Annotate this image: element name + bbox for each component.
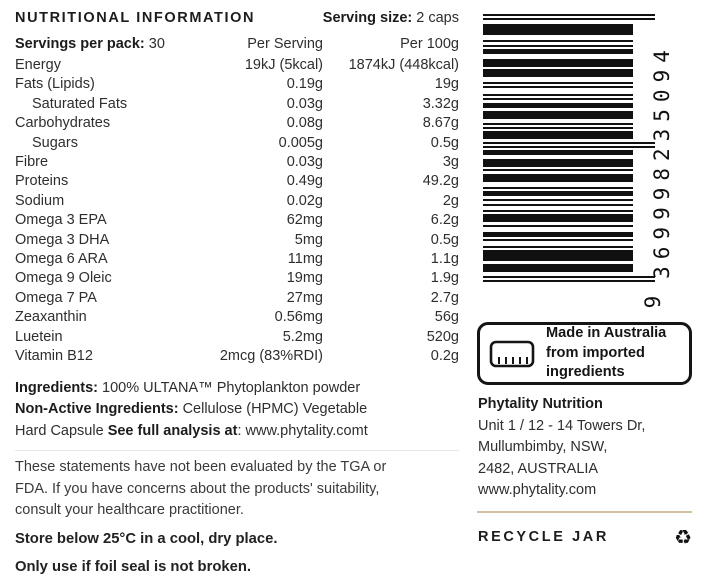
barcode-bar <box>483 123 633 125</box>
servings-per-pack-value: 30 <box>144 36 165 52</box>
disclaimer-line: FDA. If you have concerns about the products' suitability, <box>15 480 380 497</box>
per-serving-value: 62mg <box>286 212 323 229</box>
barcode-bar <box>483 187 633 189</box>
company-name: Phytality Nutrition <box>478 396 603 412</box>
nutrition-row <box>15 250 459 269</box>
per-serving-value: 19kJ (5kcal) <box>244 57 323 73</box>
per-100g-value: 3.32g <box>422 95 459 112</box>
barcode-bar <box>483 131 633 139</box>
nutrition-row <box>15 269 459 288</box>
nutrient-name: Omega 3 DHA <box>15 231 110 248</box>
barcode-bar <box>483 59 633 67</box>
analysis-line <box>15 421 459 443</box>
nutrient-name: Vitamin B12 <box>15 348 93 365</box>
nutrient-name: Sugars <box>32 134 78 151</box>
nutrition-panel <box>15 10 459 575</box>
nutrition-row <box>15 289 459 308</box>
company-address-block <box>478 394 645 502</box>
barcode-bar <box>483 146 655 148</box>
barcode-bar <box>483 142 655 144</box>
per-100g-value: 56g <box>434 309 459 326</box>
nutrient-name: Carbohydrates <box>15 115 111 132</box>
serving-size <box>323 10 459 26</box>
column-header-per-serving: Per Serving <box>247 36 323 52</box>
per-100g-value: 2g <box>442 192 459 209</box>
serving-size-value: 2 caps <box>412 10 459 26</box>
nutrition-row <box>15 231 459 250</box>
barcode-bar <box>483 127 633 129</box>
address-line: 2482, AUSTRALIA <box>478 460 599 477</box>
barcode-bar <box>483 169 633 171</box>
barcode-bar <box>483 250 633 261</box>
barcode-bar <box>483 103 633 108</box>
per-serving-value: 11mg <box>287 251 323 268</box>
barcode-bar <box>483 18 655 20</box>
barcode-bar <box>483 49 633 54</box>
bar-chart-icon <box>489 340 535 368</box>
per-serving-value: 0.03g <box>286 95 323 112</box>
foil-seal-warning: Only use if foil seal is not broken. <box>15 559 251 575</box>
per-serving-value: 0.19g <box>286 76 323 93</box>
nutrition-row <box>15 153 459 172</box>
barcode-bar <box>483 82 633 84</box>
nutrition-table <box>15 56 459 367</box>
per-serving-value: 2mcg (83%RDI) <box>219 348 323 365</box>
per-100g-value: 1.1g <box>430 251 459 268</box>
barcode-bar <box>483 24 633 35</box>
per-100g-value: 3g <box>442 154 459 171</box>
barcode-bar <box>483 86 633 88</box>
table-header-row <box>15 36 459 52</box>
barcode-bar <box>483 191 633 196</box>
nutrition-row <box>15 134 459 153</box>
per-serving-value: 27mg <box>286 289 323 306</box>
non-active-text: Cellulose (HPMC) Vegetable <box>178 401 368 418</box>
per-serving-value: 0.56mg <box>274 309 323 326</box>
nutrient-name: Energy <box>15 57 61 73</box>
servings-per-pack <box>15 36 193 52</box>
barcode-bar <box>483 159 633 167</box>
per-100g-value: 1874kJ (448kcal) <box>348 57 459 73</box>
barcode-bar <box>483 98 633 100</box>
nutrition-row <box>15 347 459 366</box>
nutrient-name: Proteins <box>15 173 69 190</box>
panel-header <box>15 10 459 26</box>
origin-line: from imported <box>546 344 645 361</box>
per-serving-value: 0.08g <box>286 115 323 132</box>
nutrient-name: Luetein <box>15 328 63 345</box>
nutrient-name: Sodium <box>15 192 65 209</box>
servings-per-pack-label: Servings per pack: <box>15 36 145 52</box>
serving-size-label: Serving size: <box>322 10 413 26</box>
nutrient-name: Zeaxanthin <box>15 309 87 326</box>
non-active-ingredients-line <box>15 399 459 421</box>
per-100g-value: 0.5g <box>430 134 459 151</box>
ingredients-section <box>15 378 459 443</box>
panel-title: NUTRITIONAL INFORMATION <box>15 10 256 26</box>
barcode-bar <box>483 280 655 282</box>
ingredients-line <box>15 378 459 400</box>
address-line: Unit 1 / 12 - 14 Towers Dr, <box>478 417 646 434</box>
nutrition-row <box>15 192 459 211</box>
nutrition-row <box>15 172 459 191</box>
per-100g-value: 8.67g <box>422 115 459 132</box>
disclaimer-text <box>15 457 459 522</box>
nutrition-row <box>15 95 459 114</box>
non-active-label: Non-Active Ingredients: <box>15 401 179 418</box>
barcode-bar <box>483 174 633 182</box>
analysis-url: : www.phytality.comt <box>237 423 368 440</box>
barcode-bar <box>483 214 633 222</box>
per-100g-value: 6.2g <box>430 212 459 229</box>
per-serving-value: 0.005g <box>278 134 323 151</box>
barcode-bar <box>483 150 633 155</box>
per-serving-value: 0.02g <box>286 192 323 209</box>
barcode-bar <box>483 94 633 96</box>
barcode-bar <box>483 264 633 272</box>
barcode-number: 369998235094 <box>650 43 674 279</box>
barcode-bar <box>483 232 633 237</box>
recycle-icon: ♻ <box>674 525 692 549</box>
barcode-bar <box>483 204 633 206</box>
per-serving-value: 0.03g <box>286 154 323 171</box>
nutrient-name: Omega 6 ARA <box>15 251 108 268</box>
section-divider <box>15 450 459 451</box>
nutrient-name: Fats (Lipids) <box>15 76 95 93</box>
per-100g-value: 0.2g <box>430 348 459 365</box>
barcode-bar <box>483 111 633 119</box>
barcode-leading-digit: 9 <box>641 295 665 309</box>
nutrition-row <box>15 211 459 230</box>
disclaimer-line: consult your healthcare practitioner. <box>15 502 244 519</box>
nutrient-name: Omega 7 PA <box>15 289 97 306</box>
tan-divider <box>477 511 692 513</box>
origin-statement <box>546 324 666 383</box>
disclaimer-line: These statements have not been evaluated by the TGA or <box>15 458 387 475</box>
barcode-bar <box>483 246 633 248</box>
barcode-bar <box>483 40 633 42</box>
nutrient-name: Saturated Fats <box>32 95 128 112</box>
per-serving-value: 0.49g <box>286 173 323 190</box>
barcode-bar <box>483 199 633 201</box>
per-100g-value: 49.2g <box>422 173 459 190</box>
barcode-bar <box>483 69 633 77</box>
origin-line: Made in Australia <box>546 325 667 342</box>
column-header-per-100g: Per 100g <box>400 36 459 52</box>
recycle-row <box>478 527 692 547</box>
per-100g-value: 0.5g <box>430 231 459 248</box>
ingredients-text: 100% ULTANA™ Phytoplankton powder <box>97 379 361 396</box>
nutrition-row <box>15 114 459 133</box>
barcode-bar <box>483 210 633 212</box>
analysis-prefix: Hard Capsule <box>15 423 108 440</box>
barcode-bar <box>483 276 655 278</box>
nutrition-row <box>15 308 459 327</box>
barcode <box>483 14 655 282</box>
per-100g-value: 520g <box>426 328 459 345</box>
address-line: Mullumbimby, NSW, <box>478 439 608 456</box>
analysis-label: See full analysis at <box>107 423 238 440</box>
per-serving-value: 19mg <box>286 270 323 287</box>
company-website: www.phytality.com <box>478 482 597 499</box>
per-100g-value: 19g <box>434 76 459 93</box>
nutrient-name: Omega 9 Oleic <box>15 270 112 287</box>
origin-line: ingredients <box>546 364 625 381</box>
nutrition-row <box>15 56 459 75</box>
made-in-australia-box <box>477 322 692 385</box>
barcode-bar <box>483 239 633 241</box>
barcode-bar <box>483 14 655 16</box>
nutrient-name: Fibre <box>15 154 49 171</box>
recycle-label: RECYCLE JAR <box>478 529 609 545</box>
nutrition-row <box>15 75 459 94</box>
per-100g-value: 1.9g <box>430 270 459 287</box>
ingredients-label: Ingredients: <box>15 379 98 396</box>
nutrient-name: Omega 3 EPA <box>15 212 107 229</box>
per-100g-value: 2.7g <box>430 289 459 306</box>
barcode-bar <box>483 225 633 227</box>
storage-instruction: Store below 25°C in a cool, dry place. <box>15 531 278 548</box>
nutrition-row <box>15 328 459 347</box>
per-serving-value: 5mg <box>294 231 323 248</box>
per-serving-value: 5.2mg <box>282 328 323 345</box>
barcode-bar <box>483 45 633 47</box>
